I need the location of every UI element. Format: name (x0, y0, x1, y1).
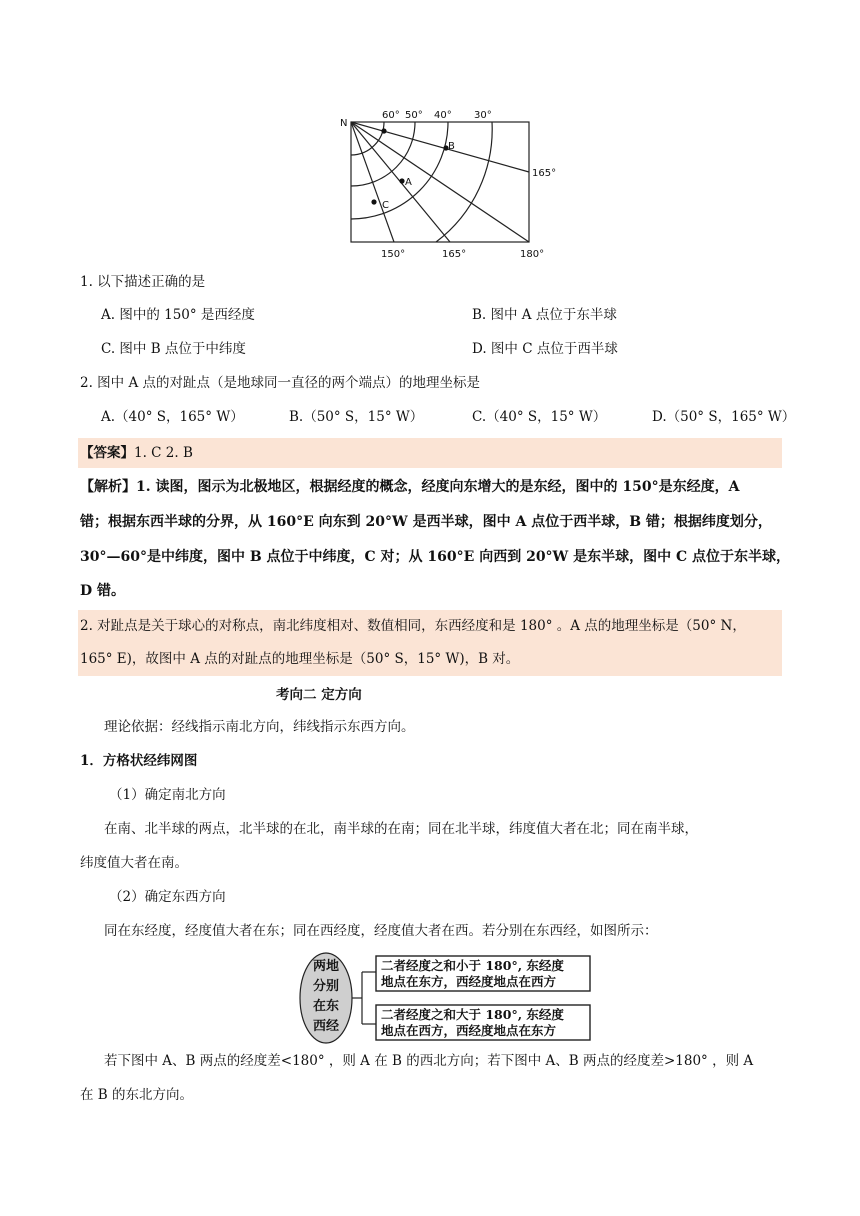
top-label-30: 30° (474, 110, 492, 121)
subheading-1: 1．方格状经纬网图 (80, 753, 198, 769)
analysis-2-line-2: 165° E)，故图中 A 点的对趾点的地理坐标是（50° S，15° W)，B 对。 (80, 651, 520, 667)
analysis-2-line-1: 2. 对趾点是关于球心的对称点，南北纬度相对、数值相同，东西经度和是 180° 。A 点的地理坐标是（50° N， (80, 618, 746, 634)
q2-option-b: B.（50° S，15° W） (289, 409, 424, 425)
point-dot-c (371, 199, 376, 204)
theory-text: 理论依据：经线指示南北方向，纬线指示东西方向。 (104, 719, 415, 735)
analysis-line-2: 错；根据东西半球的分界，从 160°E 向东到 20°W 是西半球，图中 A 点位于西半球，B 错；根据纬度划分， (80, 514, 772, 530)
box-2-line-2: 地点在西方，西经度地点在东方 (381, 1023, 557, 1038)
right-label-165: 165° (532, 168, 557, 179)
para-north-south-line-2: 纬度值大者在南。 (80, 855, 188, 871)
meridian-180 (351, 122, 529, 242)
point-label-a: A (405, 177, 412, 188)
analysis-line-3: 30°—60°是中纬度，图中 B 点位于中纬度，C 对；从 160°E 向西到 20°W 是东半球，图中 C 点位于东半球， (80, 549, 791, 565)
analysis-line-1: 【解析】1. 读图，图示为北极地区，根据经度的概念，经度向东增大的是东经，图中的 150°是东经度，A (80, 479, 740, 495)
para-east-west: 同在东经度，经度值大者在东；同在西经度，经度值大者在西。若分别在东西经，如图所示： (104, 923, 658, 939)
point-label-b: B (448, 141, 455, 152)
q2-option-a: A.（40° S，165° W） (101, 409, 244, 425)
top-label-50: 50° (405, 110, 423, 121)
q2-option-d: D.（50° S，165° W） (652, 409, 796, 425)
answer-row (80, 442, 193, 464)
para-final-line-1: 若下图中 A、B 两点的经度差<180° ，则 A 在 B 的西北方向；若下图中 A、B 两点的经度差>180° ，则 A (104, 1053, 754, 1069)
box-1-line-1: 二者经度之和小于 180°, 东经度 (381, 958, 564, 973)
q1-option-b: B. 图中 A 点位于东半球 (472, 307, 617, 323)
oval-line-1: 两地 (312, 959, 340, 974)
oval-line-4: 西经 (312, 1019, 340, 1034)
q2-stem: 2. 图中 A 点的对趾点（是地球同一直径的两个端点）的地理坐标是 (80, 375, 481, 391)
para-final-line-2: 在 B 的东北方向。 (80, 1087, 194, 1103)
bottom-label-150: 150° (381, 249, 406, 260)
answer-label: 【答案】 (80, 445, 134, 461)
north-label: N (340, 118, 348, 129)
bottom-label-165: 165° (442, 249, 467, 260)
meridian-165-right (351, 122, 529, 172)
point-dot-a (399, 178, 404, 183)
q1-option-d: D. 图中 C 点位于西半球 (472, 341, 618, 357)
answer-text: 1. C 2. B (134, 445, 193, 461)
section-title: 考向二 定方向 (276, 687, 362, 703)
bottom-label-180: 180° (520, 249, 545, 260)
box-1-line-2: 地点在东方，西经度地点在西方 (381, 974, 557, 989)
q1-option-c: C. 图中 B 点位于中纬度 (101, 341, 246, 357)
analysis-line-4: D 错。 (80, 583, 126, 599)
parallel-30 (436, 122, 492, 242)
para-north-south-line-1: 在南、北半球的两点，北半球的在北，南半球的在南；同在北半球，纬度值大者在北；同在南半球， (104, 821, 698, 837)
point-label-c: C (382, 200, 389, 211)
subheading-east-west: （2）确定东西方向 (109, 889, 226, 905)
point-dot-top (381, 128, 386, 133)
east-west-diagram (298, 950, 594, 1046)
subheading-north-south: （1）确定南北方向 (109, 787, 226, 803)
q1-option-a: A. 图中的 150° 是西经度 (101, 307, 255, 323)
oval-line-3: 在东 (312, 999, 340, 1014)
analysis-label: 【解析】 (80, 479, 136, 495)
q1-stem: 1. 以下描述正确的是 (80, 274, 206, 290)
q2-option-c: C.（40° S，15° W） (472, 409, 607, 425)
box-2-line-1: 二者经度之和大于 180°, 东经度 (381, 1007, 564, 1022)
oval-line-2: 分别 (312, 979, 340, 994)
parallel-40 (351, 122, 448, 219)
top-label-60: 60° (382, 110, 400, 121)
polar-grid-figure (338, 104, 560, 262)
top-label-40: 40° (434, 110, 452, 121)
